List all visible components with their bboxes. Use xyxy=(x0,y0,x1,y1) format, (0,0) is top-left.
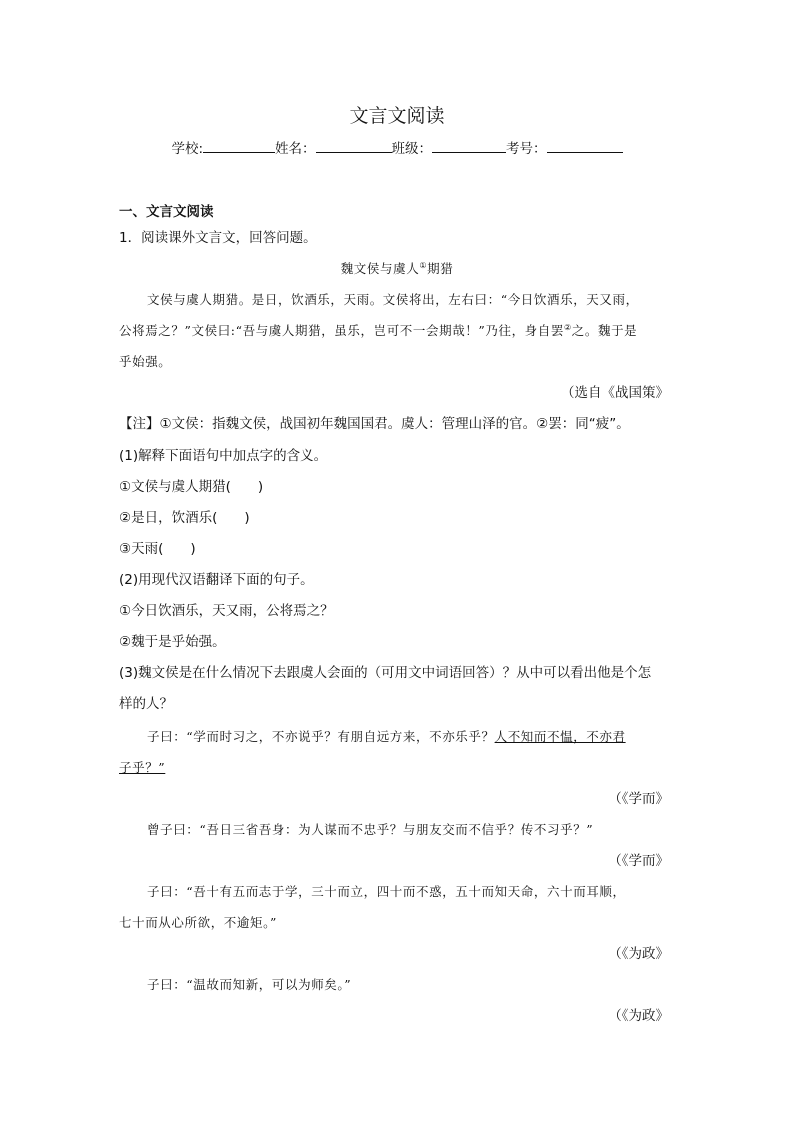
question-2: (2)用现代汉语翻译下面的句子。 xyxy=(119,572,314,588)
passage-line-2a: 公将焉之？”文侯曰:“吾与虞人期猎，虽乐，岂可不一会期哉！”乃往，身自罢 xyxy=(119,323,564,338)
quote-4-source: （《为政》 xyxy=(608,1008,669,1024)
footnote-marker-2: ② xyxy=(563,322,572,332)
number-label: 考号： xyxy=(506,141,547,157)
quote-2-source: （《学而》 xyxy=(608,853,669,869)
question-intro: 1．阅读课外文言文，回答问题。 xyxy=(119,230,317,246)
class-blank[interactable] xyxy=(432,138,506,153)
number-blank[interactable] xyxy=(547,138,623,153)
quote-3-line-1: 子曰：“吾十有五而志于学，三十而立，四十而不惑，五十而知天命，六十而耳顺， xyxy=(147,884,626,899)
name-blank[interactable] xyxy=(316,138,392,153)
annotation-note: 【注】①文侯：指魏文侯，战国初年魏国国君。虞人：管理山泽的官。②罢：同“疲”。 xyxy=(119,416,630,432)
passage-line-3: 乎始强。 xyxy=(119,354,172,369)
question-1: (1)解释下面语句中加点字的含义。 xyxy=(119,448,328,464)
passage-title xyxy=(0,259,794,279)
passage-source: （选自《战国策》 xyxy=(561,385,669,401)
passage-line-2b: 之。魏于是 xyxy=(571,323,638,338)
document-title: 文言文阅读 xyxy=(349,105,445,127)
quote-1-source: （《学而》 xyxy=(608,791,669,807)
quote-3-source: （《为政》 xyxy=(608,946,669,962)
question-1-item-a: ①文侯与虞人期猎( ) xyxy=(119,479,264,495)
passage-line-1: 文侯与虞人期猎。是日，饮酒乐，天雨。文侯将出，左右曰：“今日饮酒乐，天又雨， xyxy=(147,292,639,307)
section-heading: 一、文言文阅读 xyxy=(119,204,214,220)
class-label: 班级： xyxy=(391,141,433,157)
passage-title-part1: 魏文侯与虞人 xyxy=(340,261,420,276)
question-3-line-2: 样的人？ xyxy=(119,696,173,712)
question-1-item-b: ②是日，饮酒乐( ) xyxy=(119,510,250,526)
quote-2-line-1: 曾子曰：“吾日三省吾身：为人谋而不忠乎？与朋友交而不信乎？传不习乎？” xyxy=(147,822,594,837)
student-info-line xyxy=(0,138,794,159)
question-2-item-b: ②魏于是乎始强。 xyxy=(119,634,226,650)
quote-1-text: 子曰：“学而时习之，不亦说乎？有朋自远方来，不亦乐乎？ xyxy=(147,729,495,744)
question-3-line-1: (3)魏文侯是在什么情况下去跟虞人会面的（可用文中词语回答）？从中可以看出他是个怎 xyxy=(119,665,652,681)
question-2-item-a: ①今日饮酒乐，天又雨，公将焉之？ xyxy=(119,603,334,619)
name-label: 姓名： xyxy=(275,141,316,157)
quote-1-line-2: 子乎？” xyxy=(119,760,166,775)
quote-4-line-1: 子曰：“温故而知新，可以为师矣。” xyxy=(147,977,352,992)
school-blank[interactable] xyxy=(203,138,275,153)
quote-3-line-2: 七十而从心所欲，不逾矩。” xyxy=(119,915,277,930)
quote-1-underlined: 人不知而不愠，不亦君 xyxy=(494,729,626,744)
footnote-marker-1: ① xyxy=(419,260,428,270)
school-label: 学校: xyxy=(171,141,204,157)
passage-title-part2: 期猎 xyxy=(427,261,454,276)
passage-line-2 xyxy=(119,321,637,341)
quote-1-line-1 xyxy=(147,727,626,747)
question-1-item-c: ③天雨( ) xyxy=(119,541,196,557)
